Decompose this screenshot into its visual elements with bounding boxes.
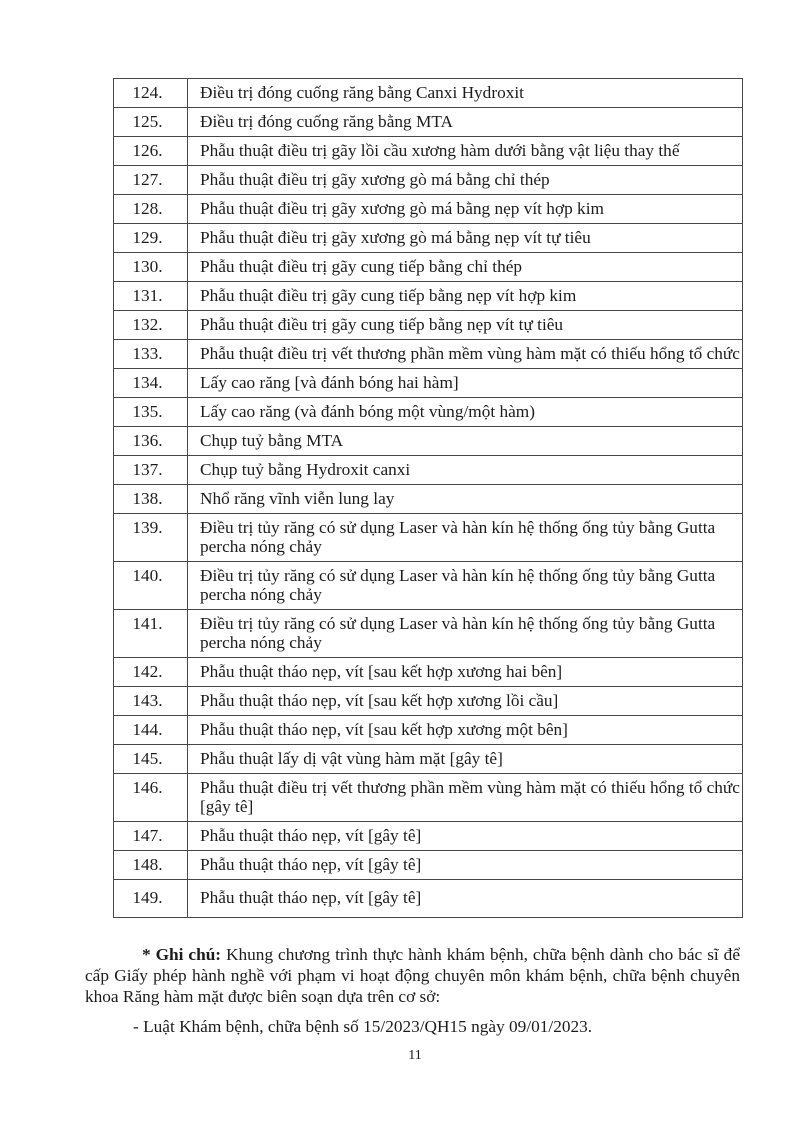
row-number: 129. — [114, 224, 188, 253]
row-description: Phẫu thuật tháo nẹp, vít [sau kết hợp xương hai bên] — [188, 658, 743, 687]
row-number: 139. — [114, 514, 188, 562]
row-number: 127. — [114, 166, 188, 195]
table-row — [114, 340, 743, 369]
row-description: Phẫu thuật điều trị gãy xương gò má bằng nẹp vít hợp kim — [188, 195, 743, 224]
row-number: 144. — [114, 716, 188, 745]
row-description: Chụp tuỷ bằng Hydroxit canxi — [188, 456, 743, 485]
note-label: * Ghi chú: — [142, 945, 222, 964]
row-number: 147. — [114, 822, 188, 851]
table-row — [114, 311, 743, 340]
row-description: Điều trị tủy răng có sử dụng Laser và hàn kín hệ thống ống tủy bằng Gutta percha nóng chảy — [188, 610, 743, 658]
table-row — [114, 562, 743, 610]
table-row — [114, 369, 743, 398]
table-row — [114, 456, 743, 485]
row-number: 137. — [114, 456, 188, 485]
table-row — [114, 108, 743, 137]
table-row — [114, 224, 743, 253]
row-description: Phẫu thuật điều trị gãy lồi cầu xương hàm dưới bằng vật liệu thay thế — [188, 137, 743, 166]
row-number: 142. — [114, 658, 188, 687]
table-row — [114, 610, 743, 658]
row-description: Phẫu thuật tháo nẹp, vít [sau kết hợp xương lồi cầu] — [188, 687, 743, 716]
row-number: 128. — [114, 195, 188, 224]
page-number: 11 — [408, 1048, 422, 1063]
row-description: Lấy cao răng (và đánh bóng một vùng/một hàm) — [188, 398, 743, 427]
row-description: Phẫu thuật điều trị gãy xương gò má bằng chỉ thép — [188, 166, 743, 195]
table-row — [114, 485, 743, 514]
row-number: 141. — [114, 610, 188, 658]
row-number: 130. — [114, 253, 188, 282]
table-row — [114, 195, 743, 224]
table-row — [114, 716, 743, 745]
row-number: 134. — [114, 369, 188, 398]
row-number: 145. — [114, 745, 188, 774]
row-number: 149. — [114, 880, 188, 918]
row-number: 126. — [114, 137, 188, 166]
row-description: Nhổ răng vĩnh viễn lung lay — [188, 485, 743, 514]
row-description: Chụp tuỷ bằng MTA — [188, 427, 743, 456]
row-number: 133. — [114, 340, 188, 369]
row-description: Phẫu thuật điều trị vết thương phần mềm vùng hàm mặt có thiếu hổng tổ chức — [188, 340, 743, 369]
table-row — [114, 253, 743, 282]
table-row — [114, 687, 743, 716]
table-row — [114, 658, 743, 687]
note-item: - Luật Khám bệnh, chữa bệnh số 15/2023/QH15 ngày 09/01/2023. — [133, 1017, 593, 1036]
table-row — [114, 79, 743, 108]
table-row — [114, 166, 743, 195]
row-description: Lấy cao răng [và đánh bóng hai hàm] — [188, 369, 743, 398]
procedures-table — [113, 78, 743, 918]
row-number: 125. — [114, 108, 188, 137]
row-description: Phẫu thuật điều trị gãy xương gò má bằng nẹp vít tự tiêu — [188, 224, 743, 253]
row-description: Điều trị tủy răng có sử dụng Laser và hàn kín hệ thống ống tủy bằng Gutta percha nóng chảy — [188, 562, 743, 610]
row-description: Phẫu thuật tháo nẹp, vít [gây tê] — [188, 880, 743, 918]
row-number: 138. — [114, 485, 188, 514]
row-number: 135. — [114, 398, 188, 427]
table-row — [114, 137, 743, 166]
row-number: 148. — [114, 851, 188, 880]
note-paragraph — [85, 944, 740, 1007]
table-row — [114, 514, 743, 562]
row-description: Phẫu thuật tháo nẹp, vít [sau kết hợp xương một bên] — [188, 716, 743, 745]
table-row — [114, 851, 743, 880]
row-description: Phẫu thuật điều trị gãy cung tiếp bằng chỉ thép — [188, 253, 743, 282]
row-number: 146. — [114, 774, 188, 822]
row-description: Điều trị đóng cuống răng bằng Canxi Hydroxit — [188, 79, 743, 108]
note-body: Khung chương trình thực hành khám bệnh, chữa bệnh dành cho bác sĩ để cấp Giấy phép hành nghề với phạm vi hoạt động chuyên môn khám bệnh, chữa bệnh chuyên khoa Răng hàm mặt được biên soạn dựa trên cơ sở: — [85, 945, 740, 1006]
table-row — [114, 398, 743, 427]
note — [85, 944, 740, 1037]
table-row — [114, 822, 743, 851]
row-number: 131. — [114, 282, 188, 311]
row-number: 140. — [114, 562, 188, 610]
row-number: 132. — [114, 311, 188, 340]
row-number: 143. — [114, 687, 188, 716]
row-description: Phẫu thuật điều trị vết thương phần mềm vùng hàm mặt có thiếu hổng tổ chức [gây tê] — [188, 774, 743, 822]
table-row — [114, 427, 743, 456]
row-description: Điều trị đóng cuống răng bằng MTA — [188, 108, 743, 137]
row-number: 136. — [114, 427, 188, 456]
table-row — [114, 282, 743, 311]
table-row — [114, 774, 743, 822]
table-row — [114, 880, 743, 918]
row-description: Phẫu thuật tháo nẹp, vít [gây tê] — [188, 822, 743, 851]
procedures-table-body — [114, 79, 743, 918]
row-description: Điều trị tủy răng có sử dụng Laser và hàn kín hệ thống ống tủy bằng Gutta percha nóng chảy — [188, 514, 743, 562]
row-description: Phẫu thuật điều trị gãy cung tiếp bằng nẹp vít tự tiêu — [188, 311, 743, 340]
row-description: Phẫu thuật tháo nẹp, vít [gây tê] — [188, 851, 743, 880]
row-description: Phẫu thuật lấy dị vật vùng hàm mặt [gây tê] — [188, 745, 743, 774]
table-row — [114, 745, 743, 774]
row-description: Phẫu thuật điều trị gãy cung tiếp bằng nẹp vít hợp kim — [188, 282, 743, 311]
row-number: 124. — [114, 79, 188, 108]
